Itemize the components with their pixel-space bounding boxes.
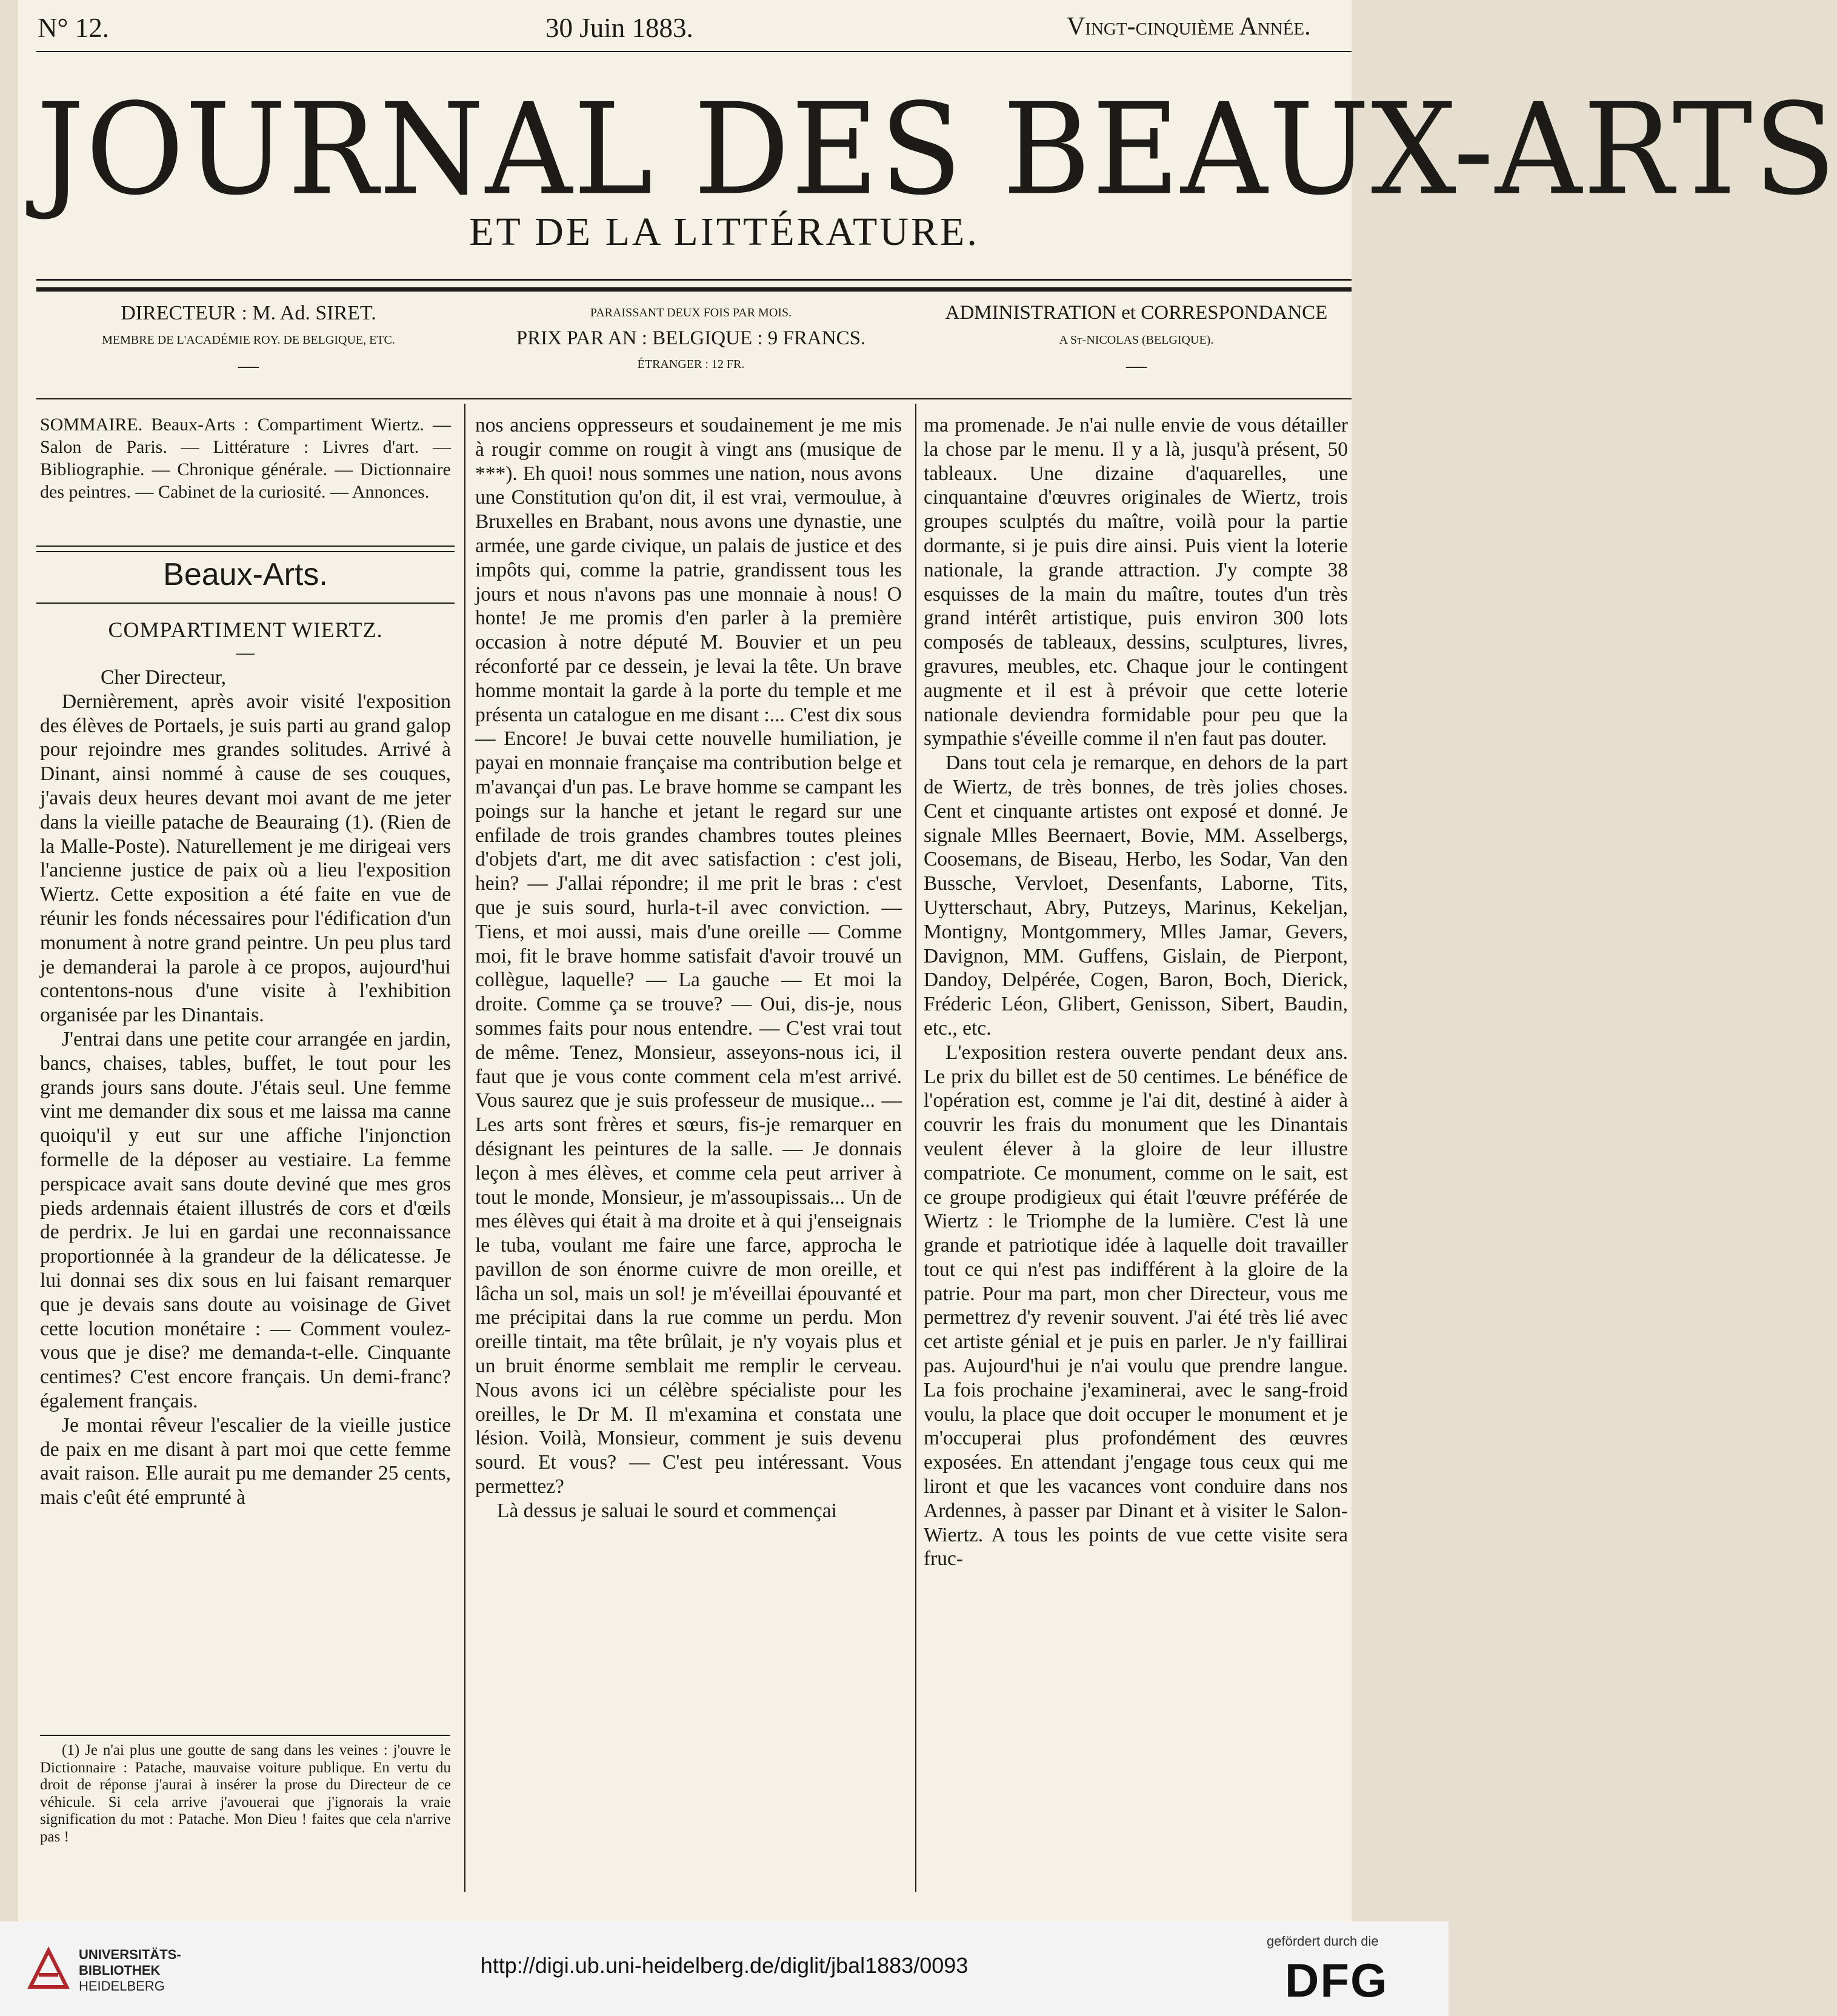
masthead-rule-thick	[36, 287, 1352, 292]
col2-paragraph-2: Là dessus je saluai le sourd et commençai	[497, 1499, 837, 1522]
header-rule	[36, 51, 1352, 52]
info-rule	[36, 398, 1352, 399]
col2-paragraph-1: nos anciens oppresseurs et soudainement je me mis à rougir comme on rougit à vingt ans (musique de ***). Eh quoi! nous sommes une nation, nous avons une Constitution qu'on dit, il est vrai, vermoulue, à Bruxelles en Brabant, nous avons une dynastie, une armée, une garde civique, un palais de justice et des impôts qui, comme la patrie, grandissent tous les jours et nous n'avons pas une monnaie à nous! O honte! Je me promis d'en parler à la première occasion à notre député M. Bouvier et un peu réconforté par ce dessein, je levai la tête. Un brave homme montait la garde à la porte du temple et me présenta un catalogue en me disant :... C'est dix sous — Encore! Je buvai cette nouvelle humiliation, je payai en monnaie française ma contribution belge et m'avançai d'un pas. Le brave homme se campant les poings sur la hanche et jetant le regard sur une enfilade de trois grandes chambres toutes pleines d'objets d'art, me dit avec satisfaction : c'est joli, hein? — J'allai répondre; il me prit le bras : c'est que je suis sourd, hurla-t-il avec conviction. — Tiens, et moi aussi, mais d'une oreille — Comme moi, fit le brave homme satisfait d'avoir trouvé un collègue, laquelle? — La gauche — Et moi la droite. Comme ça se trouve? — Oui, dis-je, nous sommes faits pour nous entendre. — C'est vrai tout de même. Tenez, Monsieur, asseyons-nous ici, il faut que je vous conte comment cela m'est arrivé. Vous saurez que je suis professeur de musique... — Les arts sont frères et sœurs, fis-je remarquer en désignant les peintures de la salle. — Je donnais leçon à mes élèves, et comme cela peut arriver à tout le monde, Monsieur, je m'assoupissais... Un de mes élèves qui était à ma droite et à qui j'enseignais le tuba, voulant me faire une farce, approcha le pavillon de son énorme cuivre de mon oreille, et lâcha un sol, mais un sol! je m'éveillai épouvanté et me précipitai dans la rue comme un perdu. Mon oreille tintait, ma tête brûlait, je n'y voyais plus et un bruit énorme semblait me remplir le cerveau. Nous avons ici un célèbre spécialiste pour les oreilles, le Dr M. Il m'examina et constata une lésion. Voilà, Monsieur, comment je suis devenu sourd. Et vous? — C'est peu intéressant. Vous permettez?	[475, 414, 902, 1498]
issue-year: Vingt-cinquième Année.	[1067, 13, 1311, 41]
admin-subline: A St-NICOLAS (BELGIQUE).	[1059, 333, 1214, 347]
column-separator-2	[915, 404, 916, 1892]
col3-paragraph-2: Dans tout cela je remarque, en dehors de la part de Wiertz, de très bonnes, de très jolies choses. Cent et cinquante artistes ont exposé et donné. Je signale Mlles Beernaert, Bovie, MM. Asselbergs, Coosemans, de Biseau, Herbo, les Sodar, Van den Bussche, Vervloet, Desenfants, Laborne, Tits, Uytterschaut, Abry, Putzeys, Marinus, Kekeljan, Montigny, Montgommery, Mlles Jamar, Gevers, Davignon, MM. Guffens, Gislain, de Pierpont, Dandoy, Delpérée, Cogen, Baron, Boch, Dierick, Fréderic Léon, Glibert, Genisson, Sibert, Baudin, etc., etc.	[924, 752, 1348, 1040]
masthead-rule-top	[36, 279, 1352, 281]
source-url[interactable]: http://digi.ub.uni-heidelberg.de/diglit/jbal1883/0093	[480, 1953, 969, 1978]
director-line: DIRECTEUR : M. Ad. SIRET.	[121, 302, 376, 324]
column-1-body	[40, 666, 451, 1510]
col1-paragraph-1: Dernièrement, après avoir visité l'exposition des élèves de Portaels, je suis parti au grand galop pour rejoindre mes grandes solitudes. Arrivé à Dinant, ainsi nommé à cause de ses couques, j'avais deux heures devant moi avant de me jeter dans la vieille patache de Beauraing (1). (Rien de la Malle-Poste). Naturellement je me dirigeai vers l'ancienne justice de paix où a lieu l'exposition Wiertz. Cette exposition a été faite en vue de réunir les fonds nécessaires pour l'édification d'un monument à notre grand peintre. Un peu plus tard je demanderai la parole à ce propos, aujourd'hui contentons-nous d'une visite à l'exhibition organisée par les Dinantais.	[40, 690, 451, 1027]
admin-dash: —	[1126, 355, 1147, 377]
sommaire-text: SOMMAIRE. Beaux-Arts : Compartiment Wiertz. — Salon de Paris. — Littérature : Livres d'art. — Bibliographie. — Chronique générale. — Dictionnaire des peintres. — Cabinet de la curiosité. — Annonces.	[40, 415, 451, 502]
col1-paragraph-2: J'entrai dans une petite cour arrangée en jardin, bancs, chaises, tables, buffet, le tout pour les grands jours sans doute. J'étais seul. Une femme vint me demander dix sous et me laissa ma canne quoiqu'il y eut sur une affiche l'injonction formelle de la déposer au vestiaire. La femme perspicace avait sans doute deviné que mes gros pieds ardennais étaient illustrés de cors et d'œils de perdrix. Je lui en gardai une reconnaissance proportionnée à la grandeur de la délicatesse. Je lui donnai ses dix sous en lui faisant remarquer que je devais sans doute au voisinage de Givet cette locution monétaire : — Comment voulez-vous que je dise? me demanda-t-elle. Cinquante centimes? C'est encore français. Un demi-franc? également français.	[40, 1027, 451, 1412]
price-line: PRIX PAR AN : BELGIQUE : 9 FRANCS.	[516, 327, 866, 349]
footer-bar	[0, 1921, 1449, 2016]
funded-by: gefördert durch die	[1267, 1934, 1379, 1949]
sommaire	[40, 413, 451, 503]
col3-paragraph-1: ma promenade. Je n'ai nulle envie de vous détailler la chose par le menu. Il y a là, jusqu'à présent, 50 tableaux. Une dizaine d'aquarelles, une cinquantaine d'œuvres originales de Wiertz, trois groupes sculptés du maître, voilà pour la partie dormante, si je puis dire ainsi. Puis vient la loterie nationale, la grande attraction. J'y compte 38 esquisses de la main du maître, toutes d'un très grand intérêt artistique, puis environ 300 lots composés de tableaux, dessins, sculptures, livres, gravures, meubles, etc. Chaque jour le contingent augmente et il est à prévoir que cette loterie nationale deviendra formidable pour peu que la sympathie s'éveille comme il n'en faut pas douter.	[924, 414, 1348, 750]
admin-line: ADMINISTRATION et CORRESPONDANCE	[945, 302, 1328, 324]
col3-paragraph-3: L'exposition restera ouverte pendant deux ans. Le prix du billet est de 50 centimes. Le bénéfice de l'opération est, comme je l'ai dit, destiné à aider à couvrir les frais du monument que les Dinantais veulent élever à la gloire de leur illustre compatriote. Ce monument, comme on le sait, est ce groupe prodigieux qui était l'œuvre préférée de Wiertz : le Triomphe de la lumière. C'est là une grande et patriotique idée à laquelle doit travailler tout ce qui n'est pas indifférent à la gloire de la patrie. Pour ma part, mon cher Directeur, vous me permettrez d'y revenir souvent. J'ai été très lié avec cet artiste génial et je puis en parler. Je n'y faillirai pas. Aujourd'hui je n'ai voulu que prendre langue. La fois prochaine j'examinerai, avec le sang-froid voulu, la place que doit occuper le monument et je m'occuperai plus profondément des œuvres exposées. En attendant j'engage tous ceux qui me liront et que les vacances vont conduire dans nos Ardennes, à passer par Dinant et à visiter le Salon-Wiertz. A tous les points de vue cette visite sera fruc-	[924, 1041, 1348, 1570]
column-2-body	[475, 413, 902, 1523]
masthead-title: JOURNAL DES BEAUX-ARTS	[36, 76, 1837, 223]
foreign-price-line: ÉTRANGER : 12 FR.	[637, 358, 745, 371]
section-title: Beaux-Arts.	[163, 557, 328, 592]
director-dash: —	[238, 355, 259, 377]
footnote-text: (1) Je n'ai plus une goutte de sang dans les veines : j'ouvre le Dictionnaire : Patache, mauvaise voiture publique. En vertu du droit de réponse j'aurai à insérer la prose du Directeur de ce véhicule. Si cela arrive j'avouerai que j'ignorais la vraie signification du mot : Patache. Mon Dieu ! faites que cela n'arrive pas !	[40, 1742, 451, 1845]
director-subline: MEMBRE DE L'ACADÉMIE ROY. DE BELGIQUE, ETC.	[102, 333, 395, 347]
salutation: Cher Directeur,	[101, 666, 227, 689]
col1-paragraph-3: Je montai rêveur l'escalier de la vieille justice de paix en me disant à part moi que cette femme avait raison. Elle aurait pu me demander 25 cents, mais c'eût été emprunté à	[40, 1414, 451, 1509]
masthead-subtitle: ET DE LA LITTÉRATURE.	[469, 210, 979, 254]
column-separator-1	[464, 404, 465, 1892]
footnote-rule	[40, 1735, 450, 1736]
footnote	[40, 1742, 451, 1846]
issue-date: 30 Juin 1883.	[545, 13, 693, 43]
sommaire-rule-1	[36, 546, 455, 547]
library-name-3: HEIDELBERG	[79, 1978, 165, 1994]
sommaire-rule-2	[36, 551, 455, 552]
library-name-1: UNIVERSITÄTS-	[79, 1947, 181, 1962]
frequency-line: PARAISSANT DEUX FOIS PAR MOIS.	[590, 306, 792, 319]
library-name-2: BIBLIOTHEK	[79, 1963, 161, 1978]
section-rule	[36, 602, 455, 604]
dfg-logo: DFG	[1285, 1954, 1389, 2007]
article-title-dash: —	[236, 643, 255, 663]
article-title: COMPARTIMENT WIERTZ.	[108, 618, 383, 642]
column-3-body	[924, 413, 1348, 1571]
issue-number: N° 12.	[38, 13, 109, 43]
